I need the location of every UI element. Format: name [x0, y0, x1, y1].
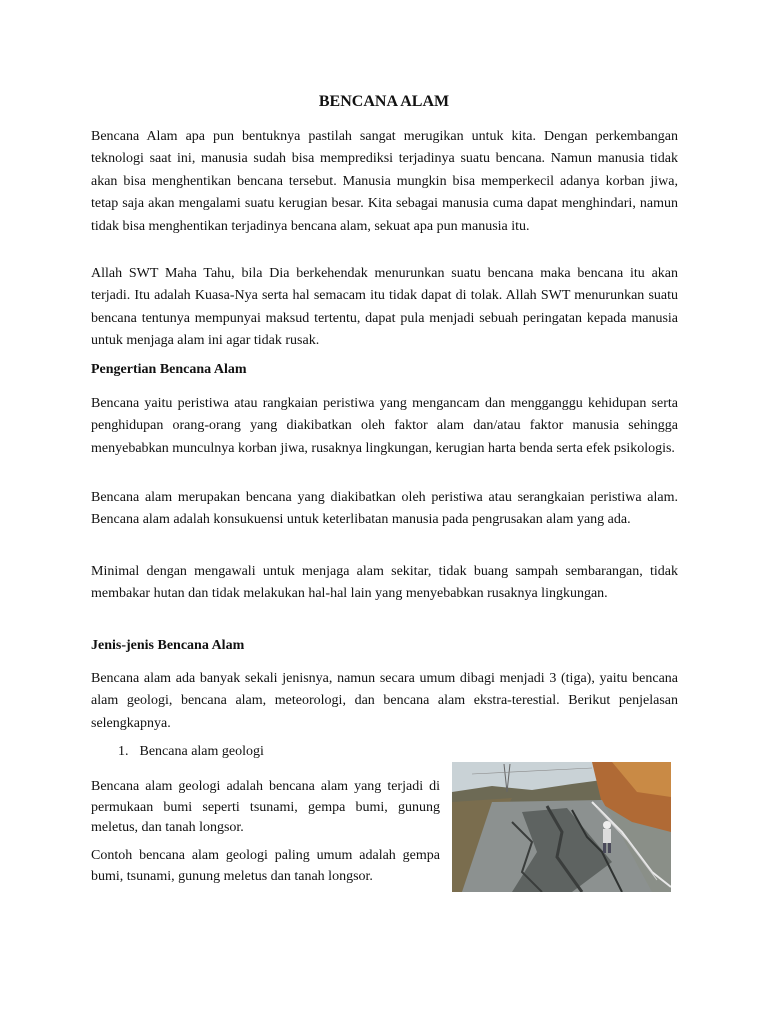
list-item [118, 744, 264, 760]
heading-jenis: Jenis-jenis Bencana Alam [91, 638, 245, 653]
paragraph-intro: Bencana Alam apa pun bentuknya pastilah sangat merugikan untuk kita. Dengan perkembangan teknologi saat ini, manusia sudah bisa memprediksi terjadinya suatu bencana. Namun manusia tidak akan bisa menghentikan bencana tersebut. Manusia mungkin bisa memperkecil adanya korban jiwa, tetap saja akan mengalami suatu kerugian besar. Kita sebagai manusia cuma dapat menghindari, namun tidak bisa menghentikan terjadinya bencana alam, sekuat apa pun manusia itu. [91, 129, 678, 234]
page-title: BENCANA ALAM [318, 93, 450, 110]
paragraph-geology-examples: Contoh bencana alam geologi paling umum adalah gempa bumi, tsunami, gunung meletus dan tanah longsor. [91, 848, 440, 884]
paragraph-geology: Bencana alam geologi adalah bencana alam yang terjadi di permukaan bumi seperti tsunami, gempa bumi, gunung meletus, dan tanah longsor. [91, 779, 440, 835]
earthquake-road-photo [452, 762, 671, 892]
paragraph-natural-disaster: Bencana alam merupakan bencana yang diakibatkan oleh peristiwa atau serangkaian peristiwa alam. Bencana alam adalah konsukuensi untuk keterlibatan manusia pada pengrusakan alam yang ada. [91, 490, 678, 528]
paragraph-allah: Allah SWT Maha Tahu, bila Dia berkehendak menurunkan suatu bencana maka bencana itu akan terjadi. Itu adalah Kuasa-Nya serta hal semacam itu tidak dapat di tolak. Allah SWT menurunkan suatu bencana tentunya mempunyai maksud tertentu, dapat pula menjadi sebuah peringatan kepada manusia untuk menjaga alam ini agar tidak rusak. [91, 266, 678, 349]
paragraph-definition: Bencana yaitu peristiwa atau rangkaian peristiwa yang mengancam dan mengganggu kehidupan serta penghidupan orang-orang yang diakibatkan oleh faktor alam dan/atau faktor manusia sehingga menyebabkan munculnya korban jiwa, rusaknya lingkungan, kerugian harta benda serta efek psikologis. [91, 396, 678, 456]
heading-pengertian: Pengertian Bencana Alam [91, 362, 247, 377]
list-number: 1. [118, 744, 129, 759]
paragraph-types: Bencana alam ada banyak sekali jenisnya, namun secara umum dibagi menjadi 3 (tiga), yaitu bencana alam geologi, bencana alam, meteorologi, dan bencana alam ekstra-terestial. Berikut penjelasan selengkapnya. [91, 671, 678, 731]
list-text: Bencana alam geologi [139, 744, 264, 759]
paragraph-prevention: Minimal dengan mengawali untuk menjaga alam sekitar, tidak buang sampah sembarangan, tidak membakar hutan dan tidak melakukan hal-hal lain yang menyebabkan rusaknya lingkungan. [91, 564, 678, 602]
